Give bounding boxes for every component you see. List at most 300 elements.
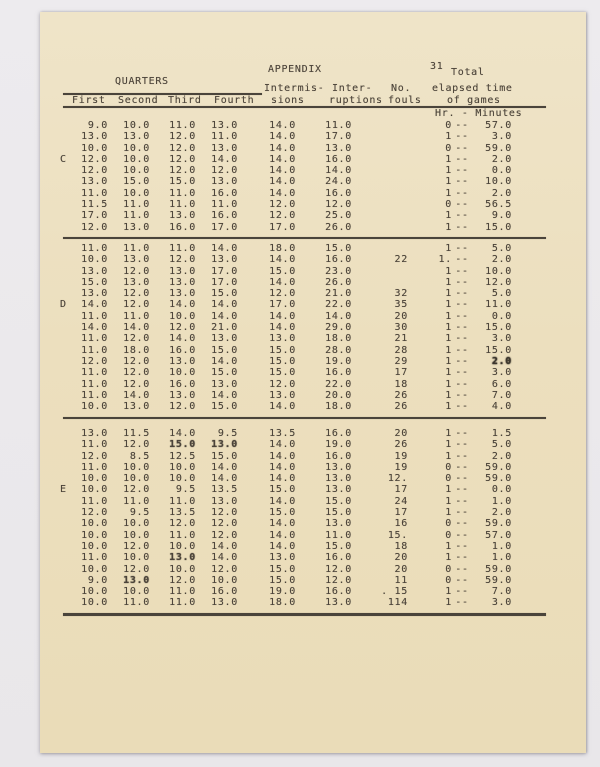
cell-fouls: 20	[394, 428, 408, 439]
cell-first-quarter: 13.0	[81, 265, 108, 277]
cell-elapsed-hr: 1	[445, 176, 452, 188]
cell-elapsed-hr: 0	[445, 574, 452, 586]
cell-intermissions: 15.0	[269, 265, 296, 277]
cell-fourth-quarter: 13.0	[211, 120, 238, 131]
cell-intermissions: 12.0	[269, 288, 296, 300]
cell-fourth-quarter: 13.0	[211, 597, 238, 609]
cell-elapsed-minutes: 7.0	[491, 586, 512, 598]
cell-fourth-quarter: 15.0	[211, 367, 238, 379]
cell-fouls: 114	[387, 597, 408, 609]
table-row	[60, 266, 512, 277]
cell-elapsed-minutes: 6.0	[491, 378, 512, 390]
table-row	[60, 222, 512, 233]
cell-fourth-quarter: 14.0	[211, 243, 238, 254]
table-row	[60, 439, 512, 450]
cell-third-quarter: 16.0	[169, 221, 196, 233]
cell-third-quarter: 10.0	[169, 310, 196, 322]
group-label	[60, 575, 76, 586]
cell-fourth-quarter: 14.0	[211, 310, 238, 322]
cell-fourth-quarter: 17.0	[211, 221, 238, 233]
col-header-total-line1: Total	[451, 67, 485, 78]
cell-elapsed-hr: 1	[445, 243, 452, 254]
table-row	[60, 131, 512, 142]
cell-interruptions: 14.0	[325, 310, 352, 322]
group-label	[60, 322, 76, 333]
cell-elapsed-minutes: 5.0	[491, 288, 512, 300]
cell-third-quarter: 15.0	[169, 439, 196, 451]
cell-elapsed-hr: 1	[445, 288, 452, 300]
cell-fouls: 35	[394, 299, 408, 311]
cell-elapsed-hr: 1	[445, 450, 452, 462]
table-row	[60, 277, 512, 288]
table-row	[60, 564, 512, 575]
cell-fouls: 20	[394, 563, 408, 575]
cell-fouls: 19	[394, 450, 408, 462]
cell-fouls	[352, 222, 408, 233]
cell-fourth-quarter: 12.0	[211, 563, 238, 575]
group-label	[60, 439, 76, 450]
table-row	[60, 451, 512, 462]
cell-fouls: 30	[394, 322, 408, 334]
cell-second-quarter: 13.0	[123, 574, 150, 586]
cell-elapsed-hr: 1	[445, 221, 452, 233]
cell-first-quarter: 10.0	[81, 254, 108, 266]
cell-elapsed-minutes: 3.0	[491, 131, 512, 143]
cell-fouls: 12.	[387, 473, 408, 485]
elapsed-separator: --	[455, 243, 469, 254]
col-header-interruptions-line1: Inter-	[332, 83, 373, 94]
cell-second-quarter: 12.0	[123, 367, 150, 379]
cell-interruptions: 25.0	[325, 210, 352, 222]
cell-first-quarter: 12.0	[81, 221, 108, 233]
elapsed-separator: --	[455, 165, 469, 177]
cell-fourth-quarter: 12.0	[211, 165, 238, 177]
cell-elapsed-minutes: 15.0	[485, 221, 512, 233]
cell-elapsed-hr: 1	[445, 333, 452, 345]
elapsed-separator: --	[455, 153, 469, 165]
cell-elapsed-hr: 1	[445, 367, 452, 379]
cell-interruptions: 26.0	[325, 276, 352, 288]
col-header-third: Third	[168, 95, 202, 106]
cell-elapsed-hr: 1	[445, 439, 452, 451]
cell-fouls: 26	[394, 389, 408, 401]
table-row	[60, 379, 512, 390]
cell-interruptions: 16.0	[325, 428, 352, 439]
cell-third-quarter: 9.5	[175, 484, 196, 496]
cell-intermissions: 14.0	[269, 153, 296, 165]
cell-fouls: 15.	[387, 529, 408, 541]
cell-interruptions: 29.0	[325, 322, 352, 334]
cell-fouls: 17	[394, 507, 408, 519]
cell-fouls: 11	[394, 574, 408, 586]
cell-elapsed-minutes: 5.0	[491, 243, 512, 254]
cell-first-quarter: 10.0	[81, 563, 108, 575]
table-block-e	[60, 428, 512, 609]
page-number: 31	[430, 61, 444, 72]
group-label	[60, 288, 76, 299]
cell-intermissions: 14.0	[269, 187, 296, 199]
cell-elapsed-minutes: 2.0	[491, 254, 512, 266]
cell-third-quarter: 10.0	[169, 563, 196, 575]
elapsed-separator: --	[455, 265, 469, 277]
cell-intermissions: 12.0	[269, 199, 296, 211]
cell-second-quarter: 10.0	[123, 187, 150, 199]
cell-intermissions: 14.0	[269, 131, 296, 143]
cell-intermissions: 13.0	[269, 333, 296, 345]
group-label	[60, 428, 76, 439]
table-row	[60, 507, 512, 518]
cell-intermissions: 14.0	[269, 439, 296, 451]
cell-intermissions: 15.0	[269, 507, 296, 519]
elapsed-separator: --	[455, 120, 469, 131]
cell-elapsed-hr: 0	[445, 518, 452, 530]
table-row	[60, 541, 512, 552]
table-row	[60, 552, 512, 563]
cell-third-quarter: 15.0	[169, 176, 196, 188]
cell-second-quarter: 10.0	[123, 461, 150, 473]
cell-elapsed-hr: 1	[445, 484, 452, 496]
group-label	[60, 518, 76, 529]
cell-second-quarter: 9.5	[129, 507, 150, 519]
elapsed-separator: --	[455, 586, 469, 598]
cell-elapsed-minutes: 59.0	[485, 518, 512, 530]
cell-second-quarter: 14.0	[123, 389, 150, 401]
cell-elapsed-minutes: 2.0	[491, 355, 512, 367]
table-row	[60, 199, 512, 210]
col-header-fourth: Fourth	[214, 95, 255, 106]
cell-third-quarter: 14.0	[169, 333, 196, 345]
table-row	[60, 356, 512, 367]
col-header-total-line2: elapsed time	[432, 83, 513, 94]
cell-elapsed-minutes: 0.0	[491, 310, 512, 322]
cell-third-quarter: 13.0	[169, 265, 196, 277]
cell-interruptions: 18.0	[325, 333, 352, 345]
cell-first-quarter: 12.0	[81, 153, 108, 165]
cell-fourth-quarter: 17.0	[211, 276, 238, 288]
cell-first-quarter: 11.0	[81, 310, 108, 322]
cell-interruptions: 16.0	[325, 254, 352, 266]
cell-fouls	[352, 243, 408, 254]
cell-elapsed-minutes: 56.5	[485, 199, 512, 211]
cell-second-quarter: 13.0	[123, 254, 150, 266]
cell-elapsed-hr: 1	[445, 165, 452, 177]
table-row	[60, 210, 512, 221]
cell-third-quarter: 10.0	[169, 461, 196, 473]
cell-intermissions: 14.0	[269, 310, 296, 322]
cell-elapsed-minutes: 1.0	[491, 495, 512, 507]
cell-interruptions: 16.0	[325, 367, 352, 379]
cell-fouls: 22	[394, 254, 408, 266]
elapsed-separator: --	[455, 288, 469, 300]
cell-first-quarter: 11.0	[81, 187, 108, 199]
cell-interruptions: 13.0	[325, 461, 352, 473]
cell-fouls: 26	[394, 401, 408, 413]
cell-fourth-quarter: 15.0	[211, 401, 238, 413]
cell-intermissions: 15.0	[269, 563, 296, 575]
cell-fourth-quarter: 14.0	[211, 540, 238, 552]
cell-interruptions: 15.0	[325, 540, 352, 552]
col-header-total-line3: of games	[447, 95, 501, 106]
cell-fouls	[352, 210, 408, 221]
block-separator-2	[63, 417, 546, 419]
cell-fouls	[352, 165, 408, 176]
cell-third-quarter: 14.0	[169, 299, 196, 311]
table-row	[60, 165, 512, 176]
col-header-interruptions-line2: ruptions	[329, 95, 383, 106]
elapsed-separator: --	[455, 378, 469, 390]
cell-third-quarter: 13.0	[169, 210, 196, 222]
cell-second-quarter: 10.0	[123, 586, 150, 598]
cell-fouls	[352, 143, 408, 154]
cell-fourth-quarter: 21.0	[211, 322, 238, 334]
table-row	[60, 322, 512, 333]
cell-fourth-quarter: 14.0	[211, 473, 238, 485]
elapsed-separator: --	[455, 574, 469, 586]
col-group-quarters: QUARTERS	[115, 76, 169, 87]
elapsed-separator: --	[455, 299, 469, 311]
elapsed-separator: --	[455, 389, 469, 401]
cell-fourth-quarter: 14.0	[211, 355, 238, 367]
table-row	[60, 243, 512, 254]
cell-intermissions: 14.0	[269, 540, 296, 552]
cell-third-quarter: 12.5	[169, 450, 196, 462]
cell-elapsed-minutes: 4.0	[491, 401, 512, 413]
cell-second-quarter: 13.0	[123, 276, 150, 288]
cell-second-quarter: 10.0	[123, 120, 150, 131]
cell-elapsed-hr: 1	[445, 401, 452, 413]
cell-interruptions: 13.0	[325, 597, 352, 609]
cell-second-quarter: 11.0	[123, 243, 150, 254]
cell-third-quarter: 10.0	[169, 473, 196, 485]
cell-interruptions: 13.0	[325, 518, 352, 530]
cell-interruptions: 26.0	[325, 221, 352, 233]
table-row	[60, 120, 512, 131]
group-label	[60, 564, 76, 575]
cell-fourth-quarter: 13.5	[211, 484, 238, 496]
elapsed-separator: --	[455, 529, 469, 541]
cell-second-quarter: 12.0	[123, 563, 150, 575]
cell-first-quarter: 10.0	[81, 540, 108, 552]
cell-second-quarter: 12.0	[123, 484, 150, 496]
cell-intermissions: 14.0	[269, 473, 296, 485]
elapsed-separator: --	[455, 563, 469, 575]
elapsed-separator: --	[455, 310, 469, 322]
cell-elapsed-hr: 1	[445, 355, 452, 367]
elapsed-separator: --	[455, 176, 469, 188]
cell-fourth-quarter: 17.0	[211, 265, 238, 277]
cell-second-quarter: 12.0	[123, 540, 150, 552]
cell-interruptions: 16.0	[325, 552, 352, 564]
cell-fourth-quarter: 14.0	[211, 153, 238, 165]
cell-interruptions: 16.0	[325, 450, 352, 462]
cell-second-quarter: 13.0	[123, 401, 150, 413]
cell-second-quarter: 12.0	[123, 355, 150, 367]
cell-third-quarter: 12.0	[169, 153, 196, 165]
cell-elapsed-hr: 1	[445, 586, 452, 598]
cell-elapsed-hr: 1	[445, 153, 452, 165]
cell-intermissions: 14.0	[269, 254, 296, 266]
group-label	[60, 176, 76, 187]
cell-fouls: 28	[394, 344, 408, 356]
cell-elapsed-hr: 0	[445, 142, 452, 154]
cell-third-quarter: 11.0	[169, 586, 196, 598]
cell-first-quarter: 10.0	[81, 586, 108, 598]
cell-first-quarter: 9.0	[87, 574, 108, 586]
table-row	[60, 473, 512, 484]
cell-third-quarter: 11.0	[169, 597, 196, 609]
table-bottom-rule	[63, 613, 546, 616]
cell-elapsed-hr: 0	[445, 461, 452, 473]
cell-fourth-quarter: 15.0	[211, 288, 238, 300]
cell-fourth-quarter: 14.0	[211, 552, 238, 564]
cell-second-quarter: 12.0	[123, 265, 150, 277]
cell-fourth-quarter: 11.0	[211, 199, 238, 211]
cell-fouls: 20	[394, 552, 408, 564]
cell-second-quarter: 11.0	[123, 210, 150, 222]
cell-first-quarter: 14.0	[81, 299, 108, 311]
cell-fouls	[352, 199, 408, 210]
group-label	[60, 131, 76, 142]
group-label	[60, 143, 76, 154]
cell-elapsed-hr: 1	[445, 495, 452, 507]
cell-first-quarter: 9.0	[87, 120, 108, 131]
cell-interruptions: 13.0	[325, 142, 352, 154]
group-label: E	[60, 484, 67, 496]
cell-second-quarter: 18.0	[123, 344, 150, 356]
cell-third-quarter: 13.0	[169, 276, 196, 288]
cell-intermissions: 17.0	[269, 299, 296, 311]
cell-first-quarter: 10.0	[81, 484, 108, 496]
cell-third-quarter: 13.5	[169, 507, 196, 519]
cell-first-quarter: 11.0	[81, 552, 108, 564]
table-row	[60, 530, 512, 541]
group-label	[60, 473, 76, 484]
cell-second-quarter: 10.0	[123, 153, 150, 165]
cell-interruptions: 13.0	[325, 484, 352, 496]
cell-intermissions: 14.0	[269, 518, 296, 530]
cell-intermissions: 19.0	[269, 586, 296, 598]
elapsed-separator: --	[455, 518, 469, 530]
cell-third-quarter: 11.0	[169, 529, 196, 541]
elapsed-separator: --	[455, 473, 469, 485]
cell-elapsed-minutes: 9.0	[491, 210, 512, 222]
cell-elapsed-minutes: 11.0	[485, 299, 512, 311]
elapsed-separator: --	[455, 333, 469, 345]
elapsed-separator: --	[455, 199, 469, 211]
cell-intermissions: 14.0	[269, 450, 296, 462]
cell-third-quarter: 12.0	[169, 401, 196, 413]
cell-second-quarter: 11.0	[123, 310, 150, 322]
col-header-fouls-line1: No.	[391, 83, 412, 94]
cell-intermissions: 13.5	[269, 428, 296, 439]
cell-second-quarter: 12.0	[123, 439, 150, 451]
elapsed-separator: --	[455, 597, 469, 609]
group-label	[60, 462, 76, 473]
elapsed-separator: --	[455, 367, 469, 379]
cell-first-quarter: 13.0	[81, 176, 108, 188]
cell-elapsed-hr: 1	[445, 299, 452, 311]
cell-third-quarter: 10.0	[169, 367, 196, 379]
cell-fouls: 16	[394, 518, 408, 530]
table-row	[60, 143, 512, 154]
cell-intermissions: 18.0	[269, 243, 296, 254]
cell-elapsed-minutes: 59.0	[485, 563, 512, 575]
cell-third-quarter: 11.0	[169, 495, 196, 507]
group-label	[60, 367, 76, 378]
cell-fourth-quarter: 10.0	[211, 574, 238, 586]
table-row	[60, 597, 512, 608]
cell-elapsed-minutes: 59.0	[485, 473, 512, 485]
cell-third-quarter: 16.0	[169, 344, 196, 356]
cell-second-quarter: 10.0	[123, 473, 150, 485]
cell-interruptions: 16.0	[325, 187, 352, 199]
elapsed-separator: --	[455, 540, 469, 552]
cell-first-quarter: 12.0	[81, 355, 108, 367]
cell-third-quarter: 13.0	[169, 389, 196, 401]
group-label	[60, 530, 76, 541]
cell-first-quarter: 11.5	[81, 199, 108, 211]
cell-interruptions: 12.0	[325, 563, 352, 575]
cell-third-quarter: 14.0	[169, 428, 196, 439]
cell-intermissions: 14.0	[269, 322, 296, 334]
cell-fourth-quarter: 13.0	[211, 333, 238, 345]
cell-fouls: 18	[394, 378, 408, 390]
cell-fourth-quarter: 12.0	[211, 507, 238, 519]
cell-elapsed-hr: 1	[445, 428, 452, 439]
col-header-second: Second	[118, 95, 159, 106]
table-row	[60, 367, 512, 378]
cell-fouls: 17	[394, 367, 408, 379]
cell-interruptions: 18.0	[325, 401, 352, 413]
cell-fouls	[352, 176, 408, 187]
cell-elapsed-minutes: 59.0	[485, 461, 512, 473]
cell-intermissions: 15.0	[269, 484, 296, 496]
cell-elapsed-minutes: 0.0	[491, 165, 512, 177]
cell-elapsed-minutes: 0.0	[491, 484, 512, 496]
cell-third-quarter: 11.0	[169, 120, 196, 131]
cell-fourth-quarter: 13.0	[211, 254, 238, 266]
appendix-title: APPENDIX	[268, 64, 322, 75]
table-row	[60, 311, 512, 322]
cell-interruptions: 11.0	[325, 120, 352, 131]
cell-intermissions: 14.0	[269, 165, 296, 177]
cell-fouls: 26	[394, 439, 408, 451]
cell-second-quarter: 11.5	[123, 428, 150, 439]
cell-interruptions: 15.0	[325, 507, 352, 519]
table-row	[60, 462, 512, 473]
group-label	[60, 401, 76, 412]
col-header-hr-minutes: Hr. - Minutes	[435, 108, 523, 119]
cell-fourth-quarter: 11.0	[211, 131, 238, 143]
group-label	[60, 597, 76, 608]
cell-interruptions: 28.0	[325, 344, 352, 356]
cell-fouls	[352, 277, 408, 288]
table-row	[60, 575, 512, 586]
cell-interruptions: 16.0	[325, 153, 352, 165]
cell-fourth-quarter: 15.0	[211, 344, 238, 356]
cell-second-quarter: 11.0	[123, 495, 150, 507]
cell-elapsed-hr: 0	[445, 120, 452, 131]
table-row	[60, 390, 512, 401]
cell-intermissions: 17.0	[269, 221, 296, 233]
cell-second-quarter: 15.0	[123, 176, 150, 188]
elapsed-separator: --	[455, 142, 469, 154]
cell-first-quarter: 13.0	[81, 428, 108, 439]
cell-fourth-quarter: 14.0	[211, 461, 238, 473]
group-label	[60, 222, 76, 233]
cell-first-quarter: 12.0	[81, 507, 108, 519]
elapsed-separator: --	[455, 355, 469, 367]
